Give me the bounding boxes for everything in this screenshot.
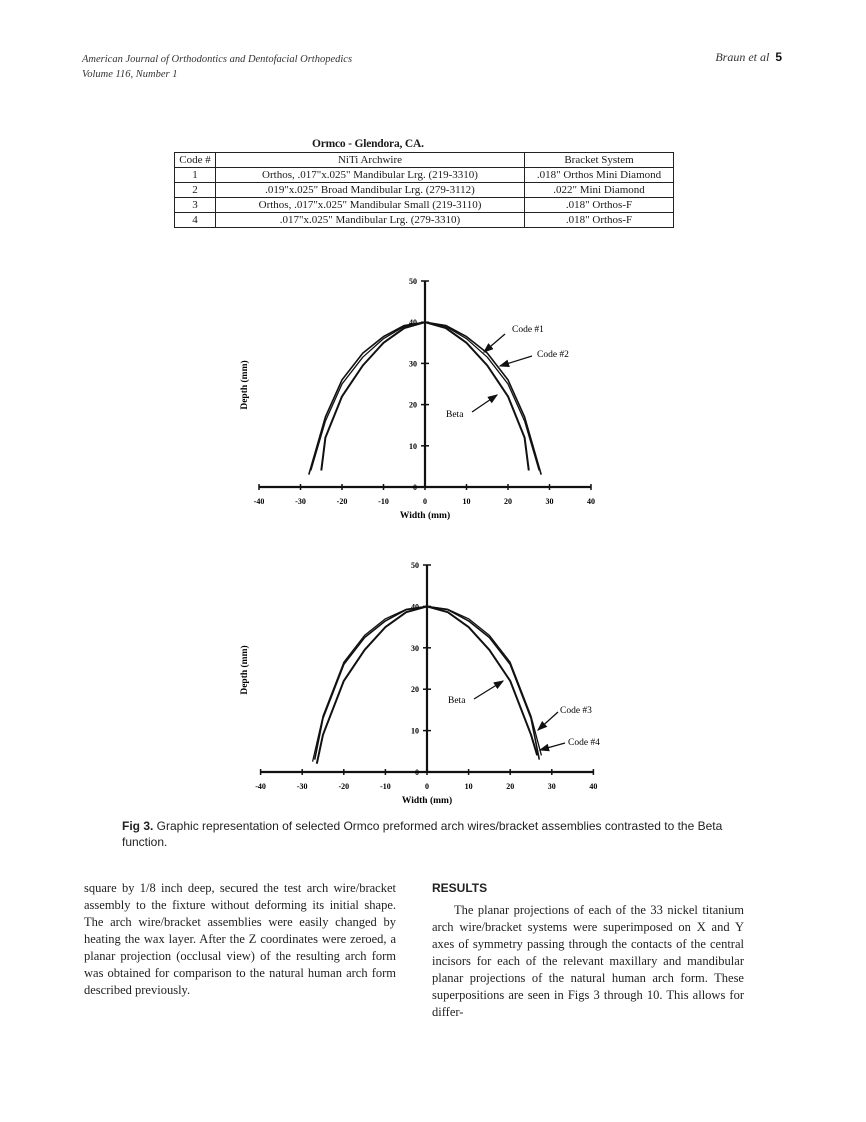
table-cell: .018" Orthos-F	[525, 213, 674, 228]
body-column-left	[84, 880, 396, 999]
svg-text:-10: -10	[380, 782, 391, 791]
svg-text:Depth (mm): Depth (mm)	[240, 645, 250, 695]
svg-text:Width (mm): Width (mm)	[401, 796, 453, 806]
figure-label: Fig 3.	[122, 819, 154, 833]
svg-text:Code #3: Code #3	[560, 706, 592, 716]
svg-text:-30: -30	[296, 782, 308, 791]
svg-text:0: 0	[413, 483, 417, 492]
svg-text:30: 30	[547, 782, 556, 791]
svg-text:Code #4: Code #4	[568, 738, 600, 748]
svg-text:0: 0	[425, 782, 429, 791]
table-cell: Orthos, .017"x.025" Mandibular Lrg. (219-3310)	[216, 168, 525, 183]
svg-text:10: 10	[409, 441, 417, 451]
column-header: NiTi Archwire	[216, 153, 525, 168]
svg-text:-20: -20	[338, 782, 350, 791]
column-header: Code #	[175, 153, 216, 168]
svg-text:10: 10	[462, 497, 471, 506]
table-cell: .017"x.025" Mandibular Lrg. (279-3310)	[216, 213, 525, 228]
table-cell: .018" Orthos-F	[525, 198, 674, 213]
table-cell: 2	[175, 183, 216, 198]
svg-text:-20: -20	[336, 497, 348, 506]
volume-number: Volume 116, Number 1	[82, 69, 178, 80]
svg-text:Code #1: Code #1	[512, 325, 544, 335]
paragraph: square by 1/8 inch deep, secured the test arch wire/bracket assembly to the fixture without deforming its initial shape. The arch wire/bracket assemblies were easily changed by heating the wax layer. After the Z coordinates were zeroed, a planar projection (occlusal view) of the resulting arch form was obtained for comparison to the natural human arch form described previously.	[84, 881, 396, 997]
svg-text:10: 10	[464, 782, 473, 791]
svg-text:20: 20	[411, 685, 419, 695]
table-cell: 3	[175, 198, 216, 213]
journal-title: American Journal of Orthodontics and Dentofacial Orthopedics	[82, 54, 353, 65]
svg-text:Depth (mm): Depth (mm)	[240, 360, 250, 410]
svg-text:40: 40	[587, 497, 595, 506]
figure-caption	[122, 818, 742, 850]
table-cell: 4	[175, 213, 216, 228]
paragraph: The planar projections of each of the 33 nickel titanium arch wire/bracket systems were superimposed on X and Y axes of symmetry passing through the contacts of the central incisors for each of the relevant maxillary and mandibular planar projections of the natural human arch form. These superpositions are seen in Figs 3 through 10. This allows for differ-	[432, 903, 744, 1019]
table-cell: .018" Orthos Mini Diamond	[525, 168, 674, 183]
svg-text:0: 0	[423, 497, 427, 506]
page-number: 5	[775, 50, 782, 64]
svg-text:Beta: Beta	[446, 410, 464, 420]
svg-text:40: 40	[409, 318, 417, 328]
svg-text:50: 50	[411, 561, 419, 570]
svg-text:30: 30	[409, 359, 417, 369]
section-heading-results: RESULTS	[432, 881, 488, 895]
svg-text:-10: -10	[378, 497, 389, 506]
svg-text:0: 0	[415, 768, 419, 777]
svg-text:50: 50	[409, 277, 417, 286]
svg-text:-40: -40	[255, 782, 266, 791]
svg-text:40: 40	[589, 782, 598, 791]
svg-text:Code #2: Code #2	[537, 350, 569, 360]
svg-text:20: 20	[506, 782, 515, 791]
svg-text:40: 40	[411, 602, 419, 612]
svg-text:20: 20	[504, 497, 512, 506]
svg-text:30: 30	[411, 643, 419, 653]
authors: Braun et al	[715, 50, 770, 64]
table-cell: 1	[175, 168, 216, 183]
svg-text:30: 30	[545, 497, 554, 506]
caption-text: Graphic representation of selected Ormco preformed arch wires/bracket assemblies contrasted to the Beta function.	[122, 819, 723, 849]
svg-text:10: 10	[411, 726, 419, 736]
body-column-right	[432, 880, 744, 1021]
table-cell: Orthos, .017"x.025" Mandibular Small (219-3110)	[216, 198, 525, 213]
table-cell: .022" Mini Diamond	[525, 183, 674, 198]
svg-text:20: 20	[409, 400, 417, 410]
svg-text:Beta: Beta	[448, 696, 466, 706]
svg-text:Width (mm): Width (mm)	[399, 511, 451, 521]
table-title: Ormco - Glendora, CA.	[312, 138, 424, 150]
svg-text:-40: -40	[253, 497, 265, 506]
column-header: Bracket System	[525, 153, 674, 168]
table-cell: .019"x.025" Broad Mandibular Lrg. (279-3112)	[216, 183, 525, 198]
svg-text:-30: -30	[295, 497, 306, 506]
